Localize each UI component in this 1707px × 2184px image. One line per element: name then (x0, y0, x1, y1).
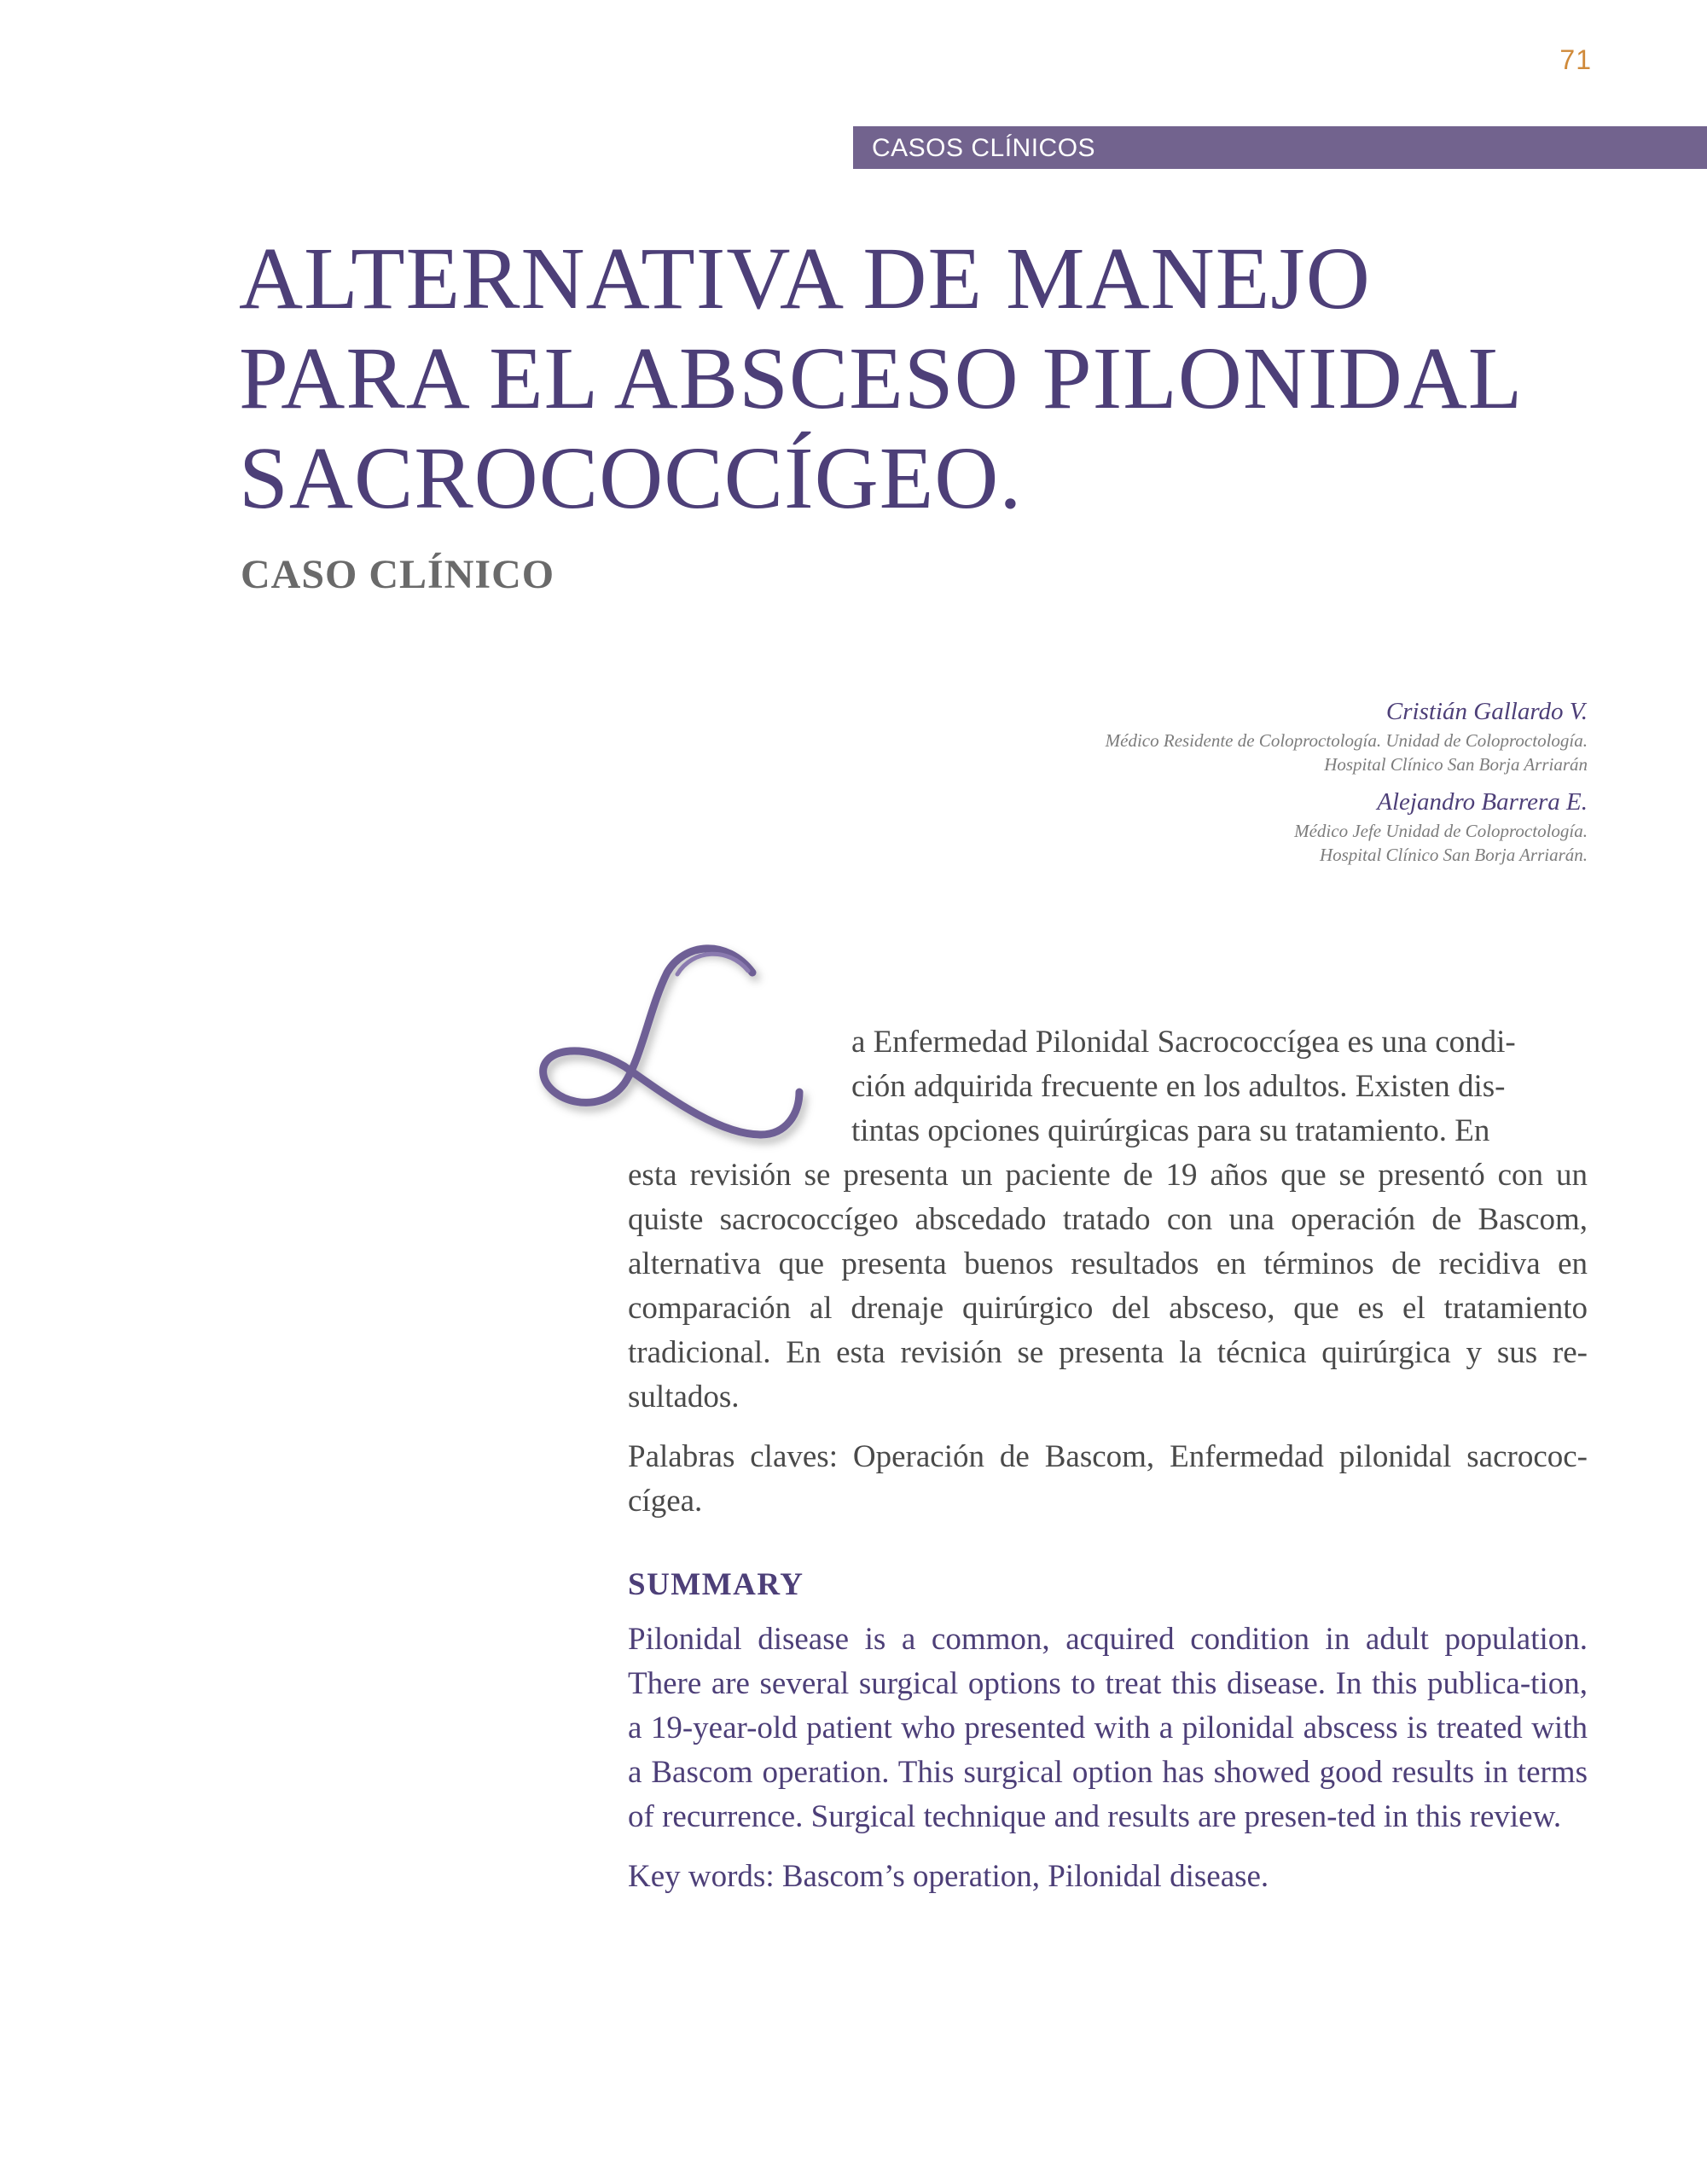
title-line: PARA EL ABSCESO PILONIDAL (239, 329, 1524, 427)
page-number: 71 (1559, 44, 1592, 75)
section-bar (853, 126, 1707, 169)
article-subtitle: CASO CLÍNICO (241, 552, 555, 597)
author-list (820, 694, 1588, 867)
article-title (239, 229, 1570, 528)
title-line: ALTERNATIVA DE MANEJO (239, 229, 1371, 328)
author-block (820, 694, 1588, 776)
author-affiliation: Hospital Clínico San Borja Arriarán. (1319, 845, 1588, 865)
abstract-keywords: Palabras claves: Operación de Bascom, Enfermedad pilonidal sacrococ-cígea. (628, 1439, 1588, 1519)
abstract-body: esta revisión se presenta un paciente de 19 años que se presentó con un quiste sacrococcígeo abscedado tratado con una operación de Bascom, alternativa que presenta buenos resultados en términos de recidiva en comparación al drenaje quirúrgico del absceso, que es el tratamiento tradicional. En esta revisión se presenta la técnica quirúrgica y sus re-sultados. (628, 1158, 1588, 1414)
author-affiliation: Médico Residente de Coloproctología. Unidad de Coloproctología. (1105, 730, 1588, 751)
summary-heading: SUMMARY (628, 1567, 804, 1602)
abstract-indented-line: tintas opciones quirúrgicas para su tratamiento. En (851, 1113, 1490, 1148)
abstract-indented-line: ción adquirida frecuente en los adultos. Existen dis- (851, 1069, 1506, 1104)
section-label: CASOS CLÍNICOS (872, 134, 1096, 162)
author-affiliation: Hospital Clínico San Borja Arriarán (1324, 754, 1588, 775)
abstract (628, 1020, 1588, 1899)
title-line: SACROCOCCÍGEO. (239, 429, 1023, 527)
author-affiliation: Médico Jefe Unidad de Coloproctología. (1294, 821, 1588, 841)
summary-keywords: Key words: Bascom’s operation, Pilonidal disease. (628, 1859, 1269, 1894)
author-block (820, 785, 1588, 867)
abstract-indented-line: a Enfermedad Pilonidal Sacrococcígea es una condi- (851, 1025, 1516, 1060)
summary-text: Pilonidal disease is a common, acquired condition in adult population. There are several surgical options to treat this disease. In this publica-tion, a 19-year-old patient who presented with a pilonidal abscess is treated with a Bascom operation. This surgical option has showed good results in terms of recurrence. Surgical technique and results are presen-ted in this review. (628, 1622, 1588, 1834)
author-name: Alejandro Barrera E. (1377, 788, 1588, 816)
abstract-paragraph (628, 1020, 1588, 1420)
author-name: Cristián Gallardo V. (1385, 698, 1588, 725)
